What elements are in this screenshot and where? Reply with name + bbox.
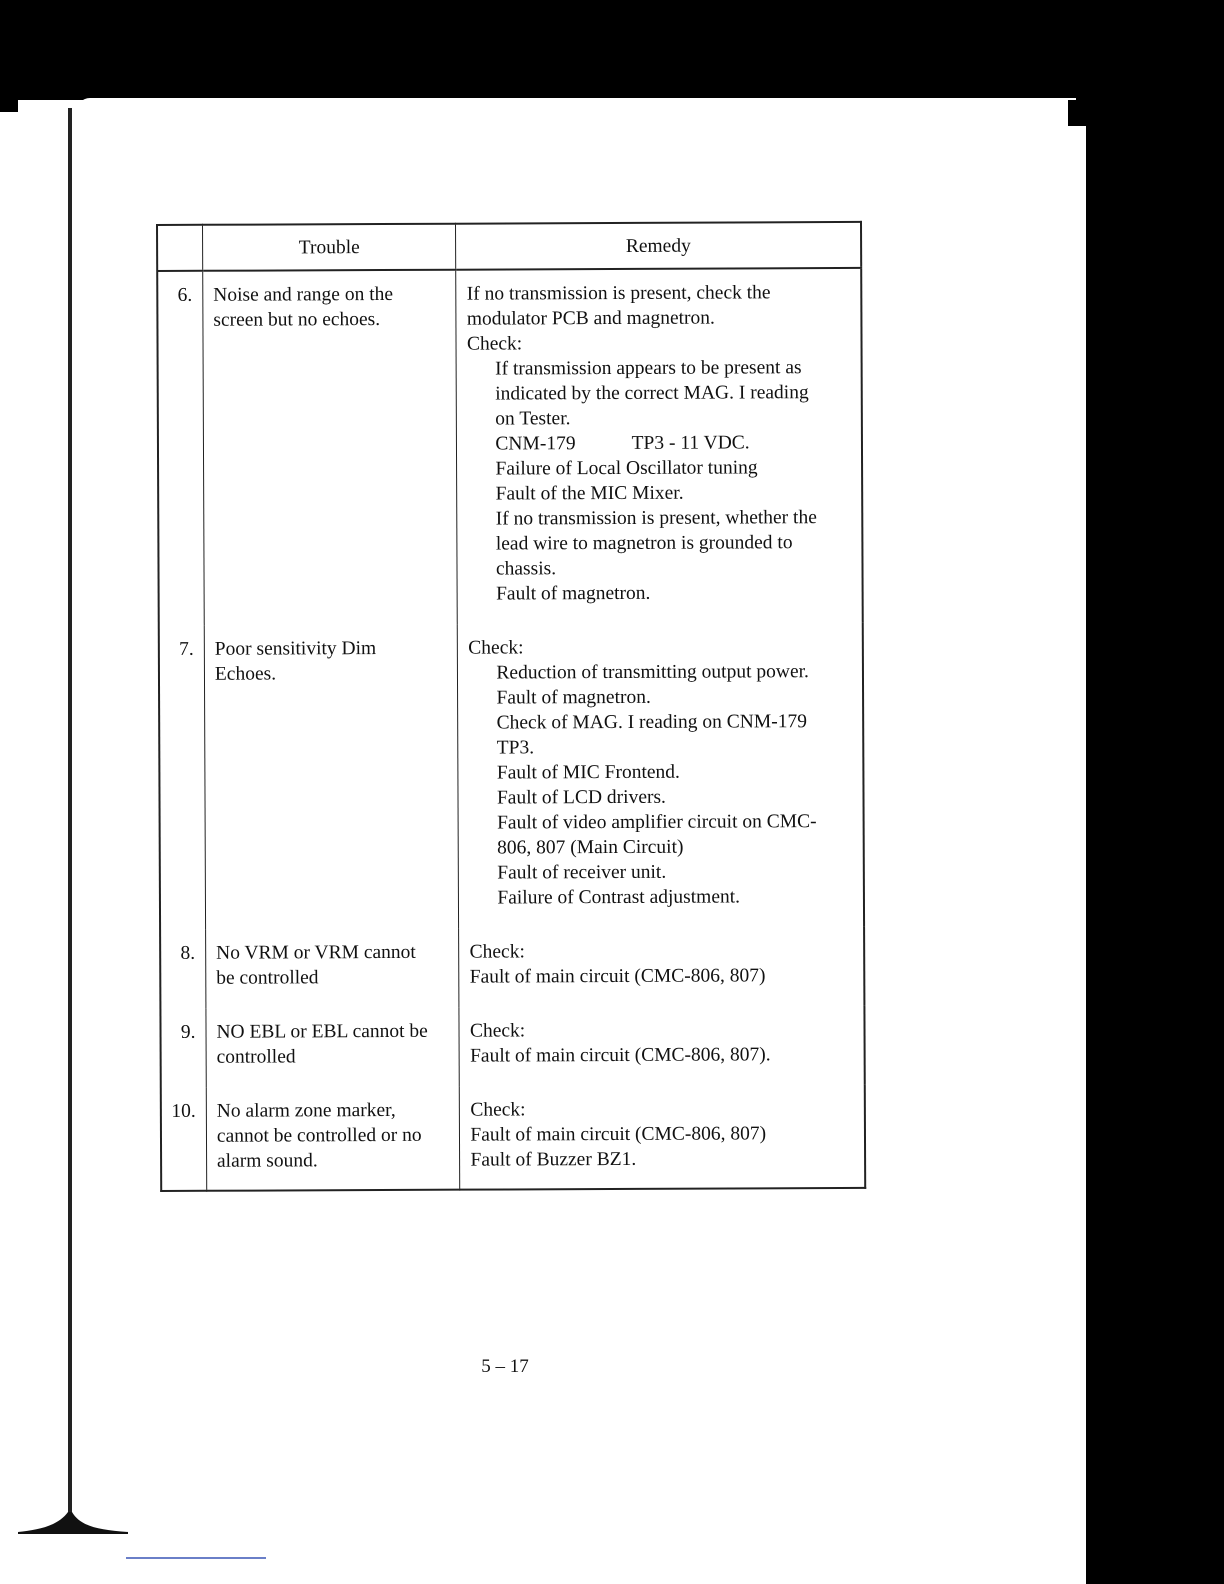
remedy-line-text: Fault of MIC Frontend. (496, 761, 680, 784)
header-number (157, 225, 203, 271)
table-row (159, 623, 864, 930)
remedy-cell (456, 268, 863, 625)
remedy-line-text: Fault of main circuit (CMC-806, 807) (470, 1123, 767, 1146)
remedy-line (468, 555, 854, 582)
remedy-line-text: Fault of video amplifier circuit on CMC- (496, 811, 817, 834)
remedy-line (470, 1017, 856, 1044)
table-body (157, 268, 865, 1191)
remedy-line-text: chassis. (495, 558, 557, 580)
remedy-line (468, 684, 854, 711)
table-row (161, 1085, 865, 1191)
remedy-line (468, 659, 854, 686)
row-number: 10. (161, 1088, 207, 1191)
remedy-line-text: Fault of LCD drivers. (496, 786, 666, 809)
row-number: 9. (160, 1009, 206, 1088)
row-number: 6. (157, 271, 204, 626)
scan-binding-line (68, 108, 72, 1528)
page-number: 5 – 17 (481, 1356, 529, 1377)
remedy-line (470, 1096, 856, 1123)
remedy-line-text: Fault of the MIC Mixer. (495, 482, 684, 505)
remedy-line (467, 405, 853, 432)
trouble-line: Poor sensitivity Dim (214, 638, 377, 660)
remedy-line (470, 938, 856, 965)
remedy-line (467, 430, 853, 457)
remedy-line (469, 834, 855, 861)
remedy-line-text: Check of MAG. I reading on CNM-179 (496, 711, 807, 734)
scan-page-edge (76, 98, 1076, 112)
remedy-line (467, 380, 853, 407)
trouble-line: NO EBL or EBL cannot be (216, 1020, 428, 1043)
trouble-cell (206, 1087, 460, 1191)
remedy-line-text: Check: (469, 1020, 526, 1042)
remedy-line-text: 806, 807 (Main Circuit) (497, 836, 684, 859)
trouble-line: cannot be controlled or no (216, 1124, 422, 1147)
remedy-line (468, 505, 854, 532)
scan-border-left (0, 100, 18, 112)
remedy-line-text: TP3. (496, 737, 535, 759)
remedy-line-text: If no transmission is present, check the (466, 282, 771, 305)
remedy-line (468, 634, 854, 661)
remedy-line-text: Check: (466, 333, 523, 355)
remedy-line-text: Fault of main circuit (CMC-806, 807). (470, 1044, 771, 1067)
remedy-line-text: Fault of main circuit (CMC-806, 807) (469, 965, 766, 988)
remedy-line-text: Fault of magnetron. (495, 582, 651, 605)
remedy-line (470, 963, 856, 990)
scan-border-top (0, 0, 1224, 100)
table-row (160, 1006, 864, 1088)
trouble-cell (204, 625, 459, 930)
remedy-line (469, 859, 855, 886)
header-remedy: Remedy (456, 222, 861, 270)
remedy-line (469, 759, 855, 786)
remedy-cell (459, 1006, 864, 1087)
remedy-line-text: Check: (468, 637, 524, 659)
scan-blue-line (126, 1557, 266, 1559)
scan-border-gap (1068, 126, 1086, 1584)
remedy-line (468, 580, 854, 607)
scan-border-notch (1068, 100, 1088, 126)
remedy-line (467, 305, 853, 332)
table-row (160, 927, 864, 1009)
remedy-line-text: CNM-179 (495, 433, 576, 455)
trouble-line: screen but no echoes. (213, 309, 381, 331)
trouble-line: Echoes. (214, 663, 277, 685)
remedy-cell (458, 623, 864, 929)
row-number: 8. (160, 930, 206, 1009)
remedy-cell (460, 1085, 866, 1190)
remedy-line-text: Failure of Local Oscillator tuning (495, 457, 758, 480)
remedy-line (469, 809, 855, 836)
troubleshooting-table (156, 221, 866, 1192)
trouble-line: controlled (216, 1046, 296, 1068)
trouble-line: Noise and range on the (213, 283, 394, 306)
remedy-line-text: lead wire to magnetron is grounded to (495, 532, 793, 555)
remedy-line (469, 734, 855, 761)
remedy-cell (459, 927, 864, 1008)
remedy-line (469, 784, 855, 811)
scan-flare-mark (18, 1510, 128, 1536)
trouble-line: No VRM or VRM cannot (216, 941, 416, 964)
table-row (157, 268, 863, 626)
remedy-line-text: Fault of receiver unit. (497, 861, 667, 884)
scan-border-right (1086, 100, 1224, 1584)
header-trouble: Trouble (202, 224, 456, 271)
remedy-line (467, 355, 853, 382)
remedy-line-text: If transmission appears to be present as (495, 357, 802, 380)
remedy-line-text: Check: (470, 1099, 526, 1121)
trouble-cell (203, 270, 458, 626)
remedy-line (469, 884, 855, 911)
remedy-line (469, 709, 855, 736)
remedy-line-text: on Tester. (495, 408, 571, 430)
trouble-line: alarm sound. (216, 1150, 318, 1172)
remedy-line-text: Reduction of transmitting output power. (496, 661, 809, 684)
table-header-row (157, 222, 861, 271)
trouble-line: No alarm zone marker, (216, 1099, 396, 1122)
remedy-line (470, 1121, 856, 1148)
remedy-line-text: Check: (469, 941, 525, 963)
remedy-line-text: modulator PCB and magnetron. (466, 307, 715, 330)
remedy-line (470, 1042, 856, 1069)
remedy-line (470, 1146, 856, 1173)
trouble-cell (205, 929, 459, 1009)
remedy-line (468, 530, 854, 557)
remedy-line-suffix: TP3 - 11 VDC. (631, 432, 750, 454)
remedy-line (467, 455, 853, 482)
remedy-line-text: Failure of Contrast adjustment. (497, 886, 741, 909)
remedy-line (467, 330, 853, 357)
remedy-line-text: Fault of magnetron. (496, 686, 651, 709)
trouble-cell (206, 1008, 460, 1088)
remedy-line (468, 480, 854, 507)
trouble-line: be controlled (216, 967, 319, 989)
remedy-line-text: indicated by the correct MAG. I reading (495, 382, 809, 405)
remedy-line-text: If no transmission is present, whether the (495, 507, 817, 530)
remedy-line-text: Fault of Buzzer BZ1. (470, 1148, 637, 1171)
row-number: 7. (159, 626, 206, 930)
remedy-line (467, 280, 853, 307)
